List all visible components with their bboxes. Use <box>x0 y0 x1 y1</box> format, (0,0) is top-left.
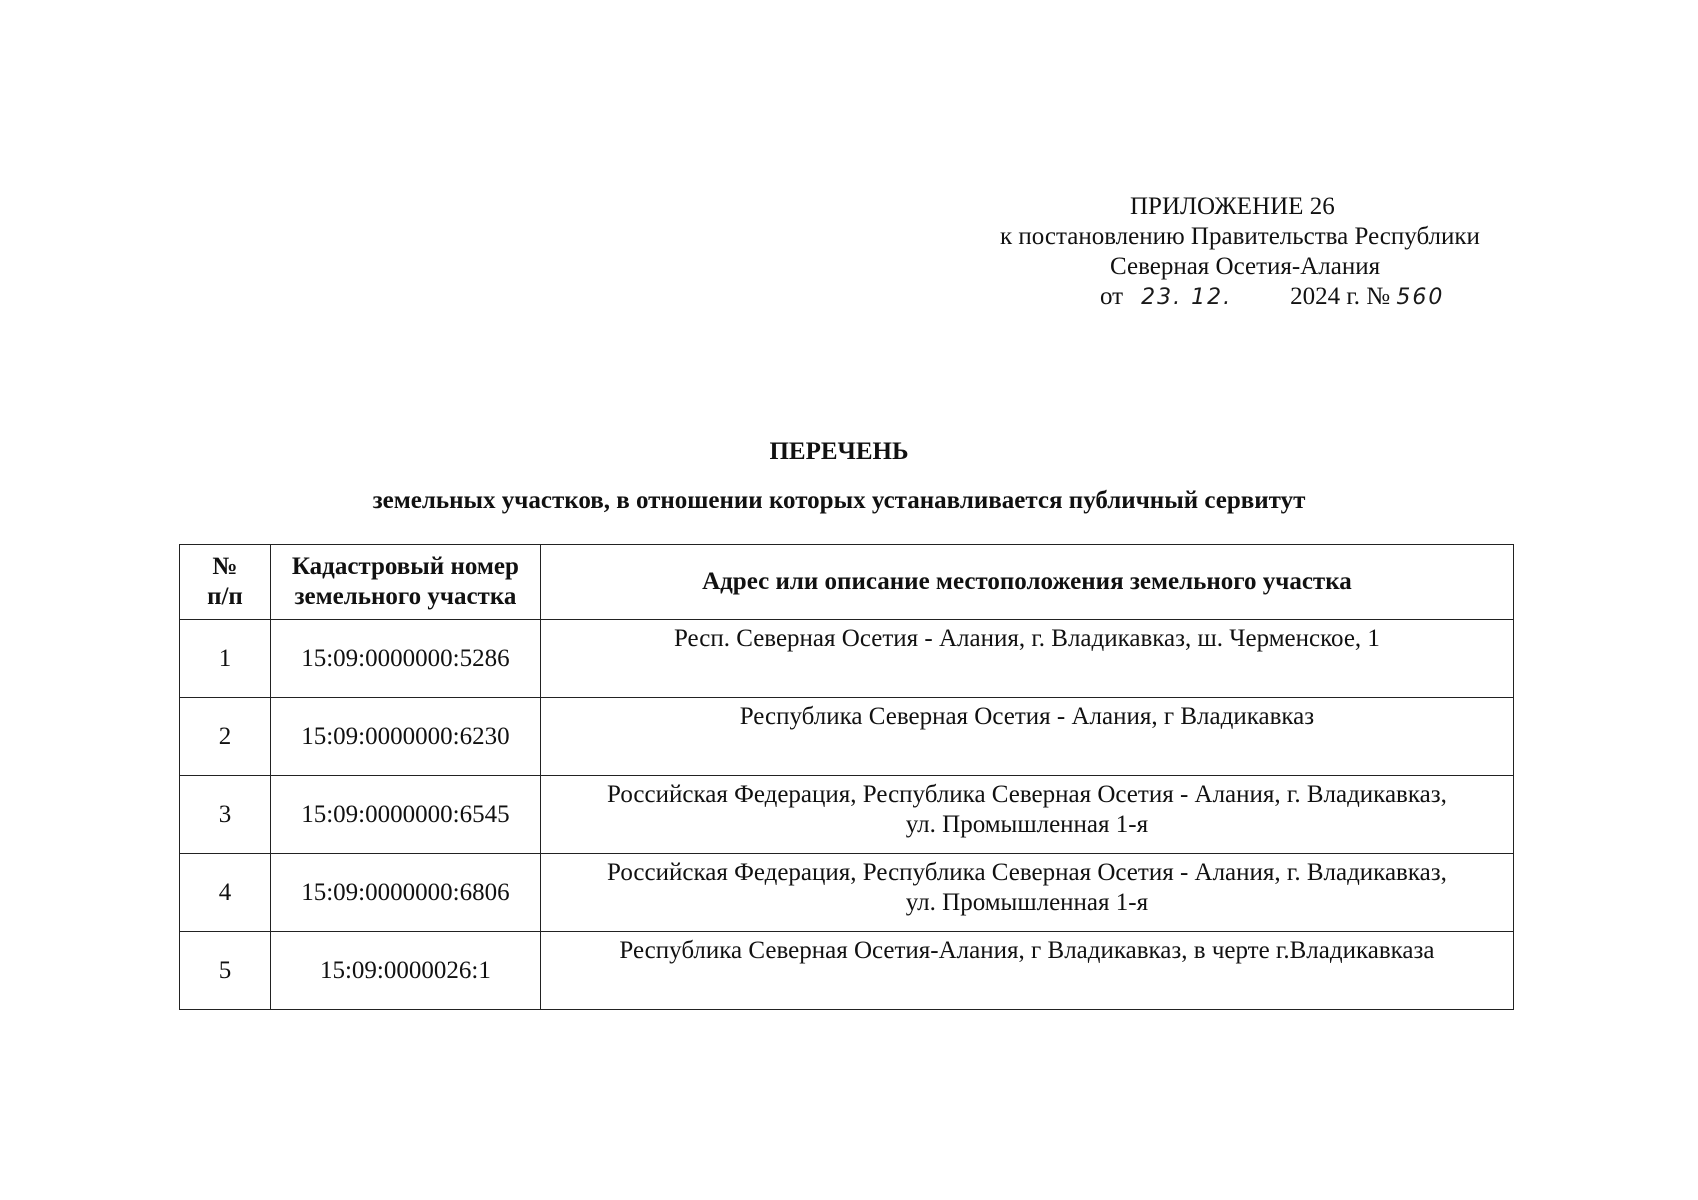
table-header-row <box>180 545 1514 620</box>
row-number: 5 <box>180 932 271 1010</box>
table-row <box>180 776 1514 854</box>
appendix-header <box>960 192 1580 313</box>
row-address: Республика Северная Осетия - Алания, г Владикавказ <box>540 698 1513 776</box>
table-row <box>180 698 1514 776</box>
land-plots-table <box>179 544 1514 1010</box>
row-number: 2 <box>180 698 271 776</box>
row-number: 1 <box>180 620 271 698</box>
row-cadastral: 15:09:0000000:6806 <box>270 854 540 932</box>
table-row <box>180 854 1514 932</box>
header-cadastral: Кадастровый номер земельного участка <box>270 545 540 620</box>
handwritten-date: 23. 12. <box>1141 285 1233 310</box>
row-cadastral: 15:09:0000000:6545 <box>270 776 540 854</box>
row-address: Российская Федерация, Республика Северная Осетия - Алания, г. Владикавказ, ул. Промышленная 1-я <box>540 854 1513 932</box>
handwritten-number: 560 <box>1396 285 1445 310</box>
year-number-label: 2024 г. № <box>1290 283 1391 310</box>
document-title: ПЕРЕЧЕНЬ <box>769 438 909 465</box>
from-label: от <box>1100 283 1124 310</box>
appendix-title: ПРИЛОЖЕНИЕ 26 <box>1130 193 1335 220</box>
row-cadastral: 15:09:0000026:1 <box>270 932 540 1010</box>
row-address: Российская Федерация, Республика Северная Осетия - Алания, г. Владикавказ, ул. Промышленная 1-я <box>540 776 1513 854</box>
row-cadastral: 15:09:0000000:5286 <box>270 620 540 698</box>
row-number: 4 <box>180 854 271 932</box>
row-cadastral: 15:09:0000000:6230 <box>270 698 540 776</box>
header-number: № п/п <box>180 545 271 620</box>
appendix-republic-line: Северная Осетия-Алания <box>1110 253 1381 280</box>
document-subtitle: земельных участков, в отношении которых устанавливается публичный сервитут <box>372 487 1306 514</box>
row-address: Республика Северная Осетия-Алания, г Владикавказ, в черте г.Владикавказа <box>540 932 1513 1010</box>
row-number: 3 <box>180 776 271 854</box>
table-row <box>180 620 1514 698</box>
row-address: Респ. Северная Осетия - Алания, г. Владикавказ, ш. Черменское, 1 <box>540 620 1513 698</box>
header-address: Адрес или описание местоположения земельного участка <box>540 545 1513 620</box>
appendix-resolution-line: к постановлению Правительства Республики <box>1000 223 1480 250</box>
appendix-date-line <box>960 282 1580 313</box>
table-row <box>180 932 1514 1010</box>
